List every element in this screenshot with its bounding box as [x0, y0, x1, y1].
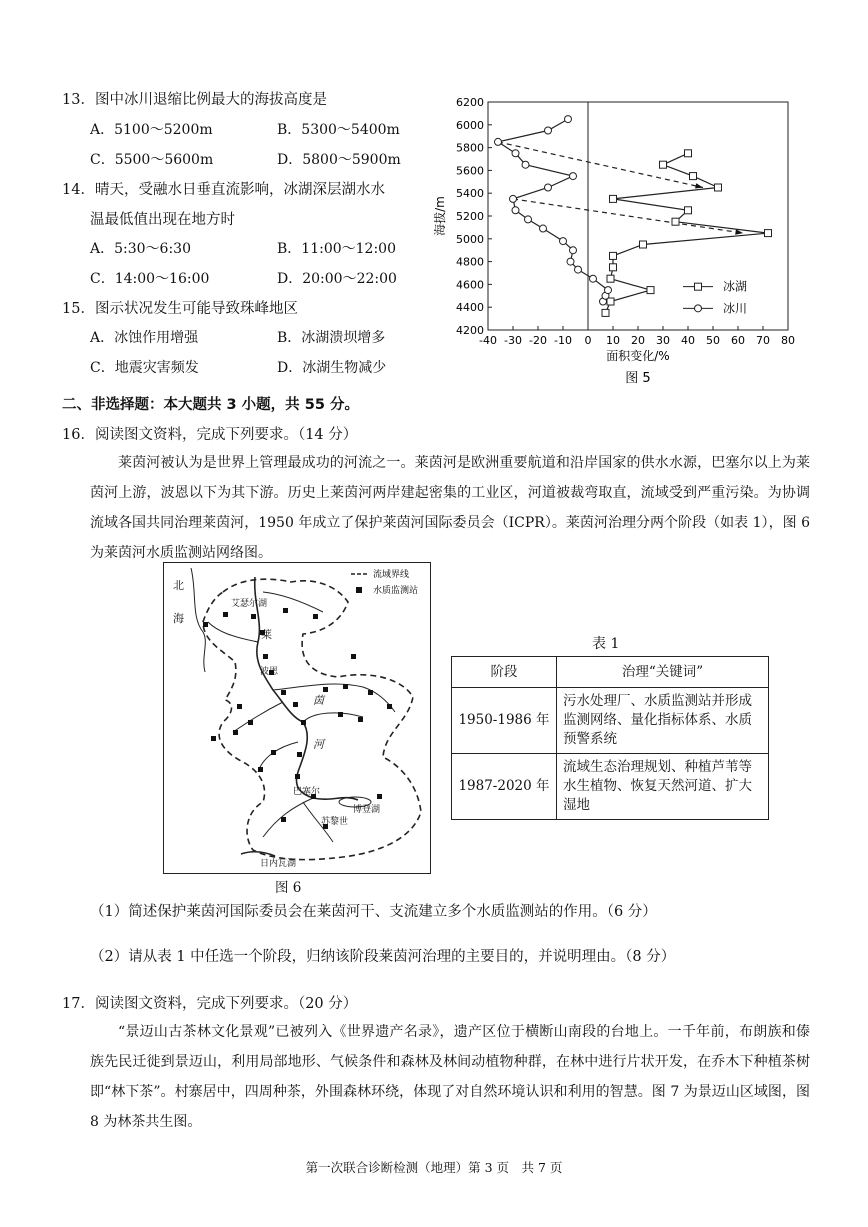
- glacier-point: [605, 287, 612, 294]
- lake-point: [685, 207, 692, 214]
- x-tick-label: -40: [479, 334, 497, 347]
- y-tick-label: 4400: [456, 301, 484, 315]
- lake-point: [672, 218, 679, 225]
- legend-glacier-label: 冰川: [723, 301, 748, 316]
- y-tick-label: 4800: [456, 255, 484, 269]
- dashed-link: [513, 199, 743, 233]
- glacier-point: [510, 195, 517, 202]
- label-zurich: 苏黎世: [321, 817, 349, 827]
- q13-option-a: A．5100～5200m: [90, 122, 213, 138]
- label-lake-geneva: 日内瓦湖: [260, 859, 297, 869]
- lake-point: [647, 287, 654, 294]
- x-tick-label: 30: [656, 334, 670, 347]
- table-1-caption: 表 1: [592, 636, 620, 652]
- glacier-point: [545, 127, 552, 134]
- glacier-point: [512, 207, 519, 214]
- q13-option-c: C．5500～5600m: [90, 152, 214, 168]
- label-ijsselmeer: 艾瑟尔湖: [231, 599, 268, 609]
- lake-point: [715, 184, 722, 191]
- table-cell-stage-2: 1987-2020 年: [452, 754, 557, 820]
- legend-glacier-marker: [695, 305, 702, 312]
- glacier-point: [560, 238, 567, 245]
- label-sea: 海: [173, 612, 184, 625]
- glacier-point: [495, 138, 502, 145]
- lake-point: [602, 309, 609, 316]
- q13-option-d: D．5800～5900m: [277, 152, 401, 168]
- label-rhine-2: 茵: [313, 694, 324, 707]
- q15-stem: 15．图示状况发生可能导致珠峰地区: [62, 301, 298, 317]
- y-axis-label: 海拔/m: [433, 196, 447, 236]
- x-tick-label: 60: [731, 334, 745, 347]
- glacier-point: [545, 184, 552, 191]
- y-tick-label: 5600: [456, 164, 484, 178]
- y-tick-label: 4200: [456, 324, 484, 337]
- lake-point: [640, 241, 647, 248]
- table-header-stage: 阶段: [452, 657, 557, 688]
- table-cell-stage-1: 1950-1986 年: [452, 688, 557, 754]
- figure-5-caption: 图 5: [625, 371, 651, 386]
- lake-point: [685, 150, 692, 157]
- page-footer: 第一次联合诊断检测（地理）第 3 页 共 7 页: [305, 1160, 563, 1175]
- q13-option-b: B．5300～5400m: [277, 122, 400, 138]
- x-tick-label: -20: [529, 334, 547, 347]
- figure-5-chart: [430, 90, 810, 392]
- label-basel: 巴塞尔: [293, 787, 321, 797]
- label-bonn: 波恩: [260, 667, 279, 677]
- q14-stem-line1: 14．晴天，受融水日垂直流影响，冰湖深层湖水水: [62, 182, 385, 198]
- figure-6-caption: 图 6: [275, 880, 302, 896]
- q15-option-a: A．冰蚀作用增强: [90, 330, 199, 346]
- legend-lake-label: 冰湖: [723, 279, 748, 294]
- glacier-point: [565, 116, 572, 123]
- q16-stem: 16．阅读图文资料，完成下列要求。（14 分）: [62, 427, 358, 443]
- label-lake-constance: 博登湖: [353, 805, 381, 815]
- q14-option-c: C．14:00～16:00: [90, 271, 210, 287]
- q16-sub1: （1）简述保护莱茵河国际委员会在莱茵河干、支流建立多个水质监测站的作用。（6 分）: [90, 904, 657, 920]
- label-rhine-3: 河: [313, 738, 324, 751]
- q15-option-c: C．地震灾害频发: [90, 360, 199, 376]
- label-rhine-1: 莱: [261, 628, 272, 641]
- glacier-point: [590, 275, 597, 282]
- glacier-point: [522, 161, 529, 168]
- glacier-point: [512, 150, 519, 157]
- legend-station-label: 水质监测站: [373, 586, 419, 596]
- q14-stem-line2: 温最低值出现在地方时: [90, 212, 235, 228]
- y-tick-label: 6200: [456, 96, 484, 109]
- q14-option-b: B．11:00～12:00: [277, 241, 396, 257]
- legend-boundary-label: 流域界线: [373, 570, 410, 580]
- figure-6-map: [163, 562, 431, 874]
- section-2-heading: 二、非选择题：本大题共 3 小题，共 55 分。: [62, 397, 359, 413]
- table-header-keywords: 治理“关键词”: [557, 657, 769, 688]
- glacier-point: [570, 247, 577, 254]
- y-tick-label: 5800: [456, 141, 484, 155]
- q17-stem: 17．阅读图文资料，完成下列要求。（20 分）: [62, 996, 358, 1012]
- glacier-point: [570, 173, 577, 180]
- q14-option-a: A．5:30～6:30: [90, 241, 191, 257]
- lake-point: [607, 275, 614, 282]
- lake-point: [610, 195, 617, 202]
- q14-option-d: D．20:00～22:00: [277, 271, 397, 287]
- glacier-point: [525, 216, 532, 223]
- y-tick-label: 4600: [456, 278, 484, 292]
- y-tick-label: 5000: [456, 232, 484, 246]
- lake-point: [607, 298, 614, 305]
- q16-paragraph: 莱茵河被认为是世界上管理最成功的河流之一。莱茵河是欧洲重要航道和沿岸国家的供水水源，巴塞尔以上为莱茵河上游，波恩以下为其下游。历史上莱茵河两岸建起密集的工业区，河道被裁弯取直，流域受到严重污染。为协调流域各国共同治理莱茵河，1950 年成立了保护莱茵河国际委员会（ICPR）。莱茵河治理分两个阶段（如表 1），图 6 为莱茵河水质监测站网络图。: [90, 455, 810, 561]
- glacier-point: [575, 266, 582, 273]
- x-tick-label: 70: [756, 334, 770, 347]
- lake-point: [765, 230, 772, 237]
- x-tick-label: 0: [584, 334, 592, 347]
- y-tick-label: 6000: [456, 118, 484, 132]
- y-tick-label: 5400: [456, 187, 484, 201]
- table-cell-keywords-1: 污水处理厂、水质监测站并形成监测网络、量化指标体系、水质预警系统: [557, 688, 769, 754]
- q13-stem: 13．图中冰川退缩比例最大的海拔高度是: [62, 92, 327, 108]
- x-tick-label: 20: [631, 334, 645, 347]
- x-tick-label: 80: [781, 334, 795, 347]
- x-axis-label: 面积变化/%: [606, 349, 670, 363]
- x-tick-label: -10: [554, 334, 572, 347]
- glacier-point: [540, 225, 547, 232]
- x-tick-label: 10: [606, 334, 620, 347]
- lake-point: [660, 161, 667, 168]
- q16-sub2: （2）请从表 1 中任选一个阶段，归纳该阶段莱茵河治理的主要目的，并说明理由。（8 分）: [90, 949, 676, 965]
- label-north: 北: [173, 579, 184, 592]
- lake-point: [610, 252, 617, 259]
- q15-option-d: D．冰湖生物减少: [277, 360, 387, 376]
- q17-paragraph: “景迈山古茶林文化景观”已被列入《世界遗产名录》，遗产区位于横断山南段的台地上。一千年前，布朗族和傣族先民迁徙到景迈山，利用局部地形、气候条件和森林及林间动植物种群，在林中进行片状开发，在乔木下种植茶树即“林下茶”。村寨居中，四周种茶，外围森林环绕，体现了对自然环境认识和利用的智慧。图 7 为景迈山区域图，图 8 为林茶共生图。: [90, 1024, 810, 1130]
- glacier-point: [567, 258, 574, 265]
- x-tick-label: -30: [504, 334, 522, 347]
- table-1: [451, 656, 769, 820]
- legend-lake-marker: [695, 283, 702, 290]
- y-tick-label: 5200: [456, 210, 484, 223]
- x-tick-label: 40: [681, 334, 695, 347]
- table-cell-keywords-2: 流域生态治理规划、种植芦苇等水生植物、恢复天然河道、扩大湿地: [557, 754, 769, 820]
- x-tick-label: 50: [706, 334, 720, 347]
- q15-option-b: B．冰湖溃坝增多: [277, 330, 386, 346]
- lake-point: [610, 264, 617, 271]
- legend-station-square: [356, 587, 362, 593]
- lake-point: [690, 173, 697, 180]
- plot-frame: [488, 102, 788, 330]
